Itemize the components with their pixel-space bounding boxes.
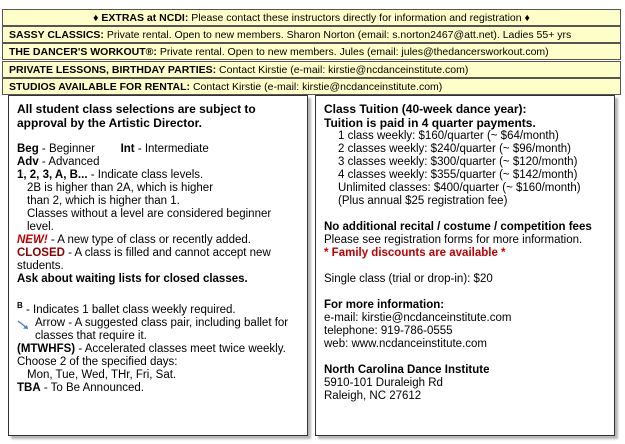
new-label: NEW! xyxy=(17,234,48,246)
dancers-workout-banner xyxy=(2,43,621,60)
class-legend-box xyxy=(8,95,308,436)
family-discount-note: * Family discounts are available * xyxy=(324,247,506,259)
arrow-icon xyxy=(17,320,30,330)
rental-text: Contact Kirstie (e-mail: kirstie@ncdanceinstitute.com) xyxy=(192,81,443,93)
levels-detail-2: than 2, which is higher than 1. xyxy=(27,195,180,207)
org-name: North Carolina Dance Institute xyxy=(324,364,490,376)
private-label: PRIVATE LESSONS, BIRTHDAY PARTIES: xyxy=(9,64,217,76)
extras-text: Please contact these instructors directly for information and registration xyxy=(191,12,522,24)
arrow-legend xyxy=(17,317,299,343)
workout-text: Private rental. Open to new members. Jules (email: jules@thedancersworkout.com) xyxy=(159,46,549,58)
levels-text: - Indicate class levels. xyxy=(87,169,204,181)
int-text: - Intermediate xyxy=(134,143,209,155)
single-class-price: Single class (trial or drop-in): $20 xyxy=(324,273,493,285)
registration-fee-line: (Plus annual $25 registration fee) xyxy=(338,195,508,207)
more-info-heading: For more information: xyxy=(324,299,445,311)
private-text: Contact Kirstie (e-mail: kirstie@ncdanceinstitute.com) xyxy=(219,64,469,76)
rental-label: STUDIOS AVAILABLE FOR RENTAL: xyxy=(9,81,191,93)
closed-text: - A class is filled and cannot accept new students. xyxy=(17,247,271,272)
forms-note: Please see registration forms for more information. xyxy=(324,234,583,246)
arrow-text: Arrow - A suggested class pair, including ballet for classes that require it. xyxy=(35,316,289,342)
diamond-icon: ♦ xyxy=(524,12,530,24)
levels-detail-3: Classes without a level are considered beginner level. xyxy=(27,208,272,233)
mtwhfs-text: - Accelerated classes meet twice weekly. Choose 2 of the specified days: xyxy=(17,342,286,368)
level-adv xyxy=(17,156,299,169)
adv-abbr: Adv xyxy=(17,156,39,168)
days-line: Mon, Tue, Wed, THr, Fri, Sat. xyxy=(27,368,177,381)
rate-line: 1 class weekly: $160/quarter (~ $64/month) xyxy=(338,130,559,142)
private-lessons-banner xyxy=(2,61,621,78)
tuition-subtitle: Tuition is paid in 4 quarter payments. xyxy=(324,116,536,130)
extras-banner xyxy=(2,9,621,26)
tba-legend xyxy=(17,382,299,395)
sassy-classics-banner xyxy=(2,26,621,43)
studio-rental-banner xyxy=(2,78,621,95)
levels-legend xyxy=(17,169,299,182)
beg-abbr: Beg xyxy=(17,143,39,155)
extras-label: EXTRAS at NCDI: xyxy=(101,12,189,24)
rate-line: 2 classes weekly: $240/quarter (~ $96/month) xyxy=(338,143,571,155)
rate-line: 4 classes weekly: $355/quarter (~ $142/month) xyxy=(338,169,578,181)
closed-label: CLOSED xyxy=(17,247,65,259)
levels-detail-1: 2B is higher than 2A, which is higher xyxy=(27,182,214,194)
tba-label: TBA xyxy=(17,381,41,394)
no-fees-note: No additional recital / costume / competition fees xyxy=(324,221,592,233)
ballet-marker: B xyxy=(17,301,23,310)
tuition-box xyxy=(315,95,615,436)
level-beg-int xyxy=(17,143,299,156)
levels-abbr: 1, 2, 3, A, B... xyxy=(17,169,88,181)
rate-line: Unlimited classes: $400/quarter (~ $160/month) xyxy=(338,182,581,194)
adv-text: - Advanced xyxy=(38,156,100,168)
beg-text: - Beginner xyxy=(38,143,95,155)
ballet-required-legend xyxy=(17,299,299,317)
int-abbr: Int xyxy=(120,143,135,155)
tba-text: - To Be Announced. xyxy=(40,381,145,394)
ballet-text: - Indicates 1 ballet class weekly required. xyxy=(22,303,236,316)
waiting-list-note: Ask about waiting lists for closed classes. xyxy=(17,273,248,285)
tuition-title: Class Tuition (40-week dance year): xyxy=(324,102,527,116)
new-text: - A new type of class or recently added. xyxy=(47,234,251,246)
sassy-label: SASSY CLASSICS: xyxy=(9,29,104,41)
sassy-text: Private rental. Open to new members. Sharon Norton (email: s.norton2467@att.net). Ladies 55+ yrs xyxy=(106,29,572,41)
workout-label: THE DANCER'S WORKOUT®: xyxy=(9,46,157,58)
address-line-2: Raleigh, NC 27612 xyxy=(324,390,422,402)
contact-phone: telephone: 919-786-0555 xyxy=(324,325,453,337)
diamond-icon: ♦ xyxy=(93,12,99,24)
approval-note: All student class selections are subject to approval by the Artistic Director. xyxy=(17,102,256,130)
new-legend xyxy=(17,234,299,247)
address-line-1: 5910-101 Duraleigh Rd xyxy=(324,377,443,389)
contact-website[interactable]: web: www.ncdanceinstitute.com xyxy=(324,338,487,350)
mtwhfs-label: (MTWHFS) xyxy=(17,342,76,355)
contact-email[interactable]: e-mail: kirstie@ncdanceinstitute.com xyxy=(324,312,512,324)
rate-line: 3 classes weekly: $300/quarter (~ $120/month) xyxy=(338,156,578,168)
mtwhfs-legend xyxy=(17,343,299,369)
closed-legend xyxy=(17,247,299,273)
